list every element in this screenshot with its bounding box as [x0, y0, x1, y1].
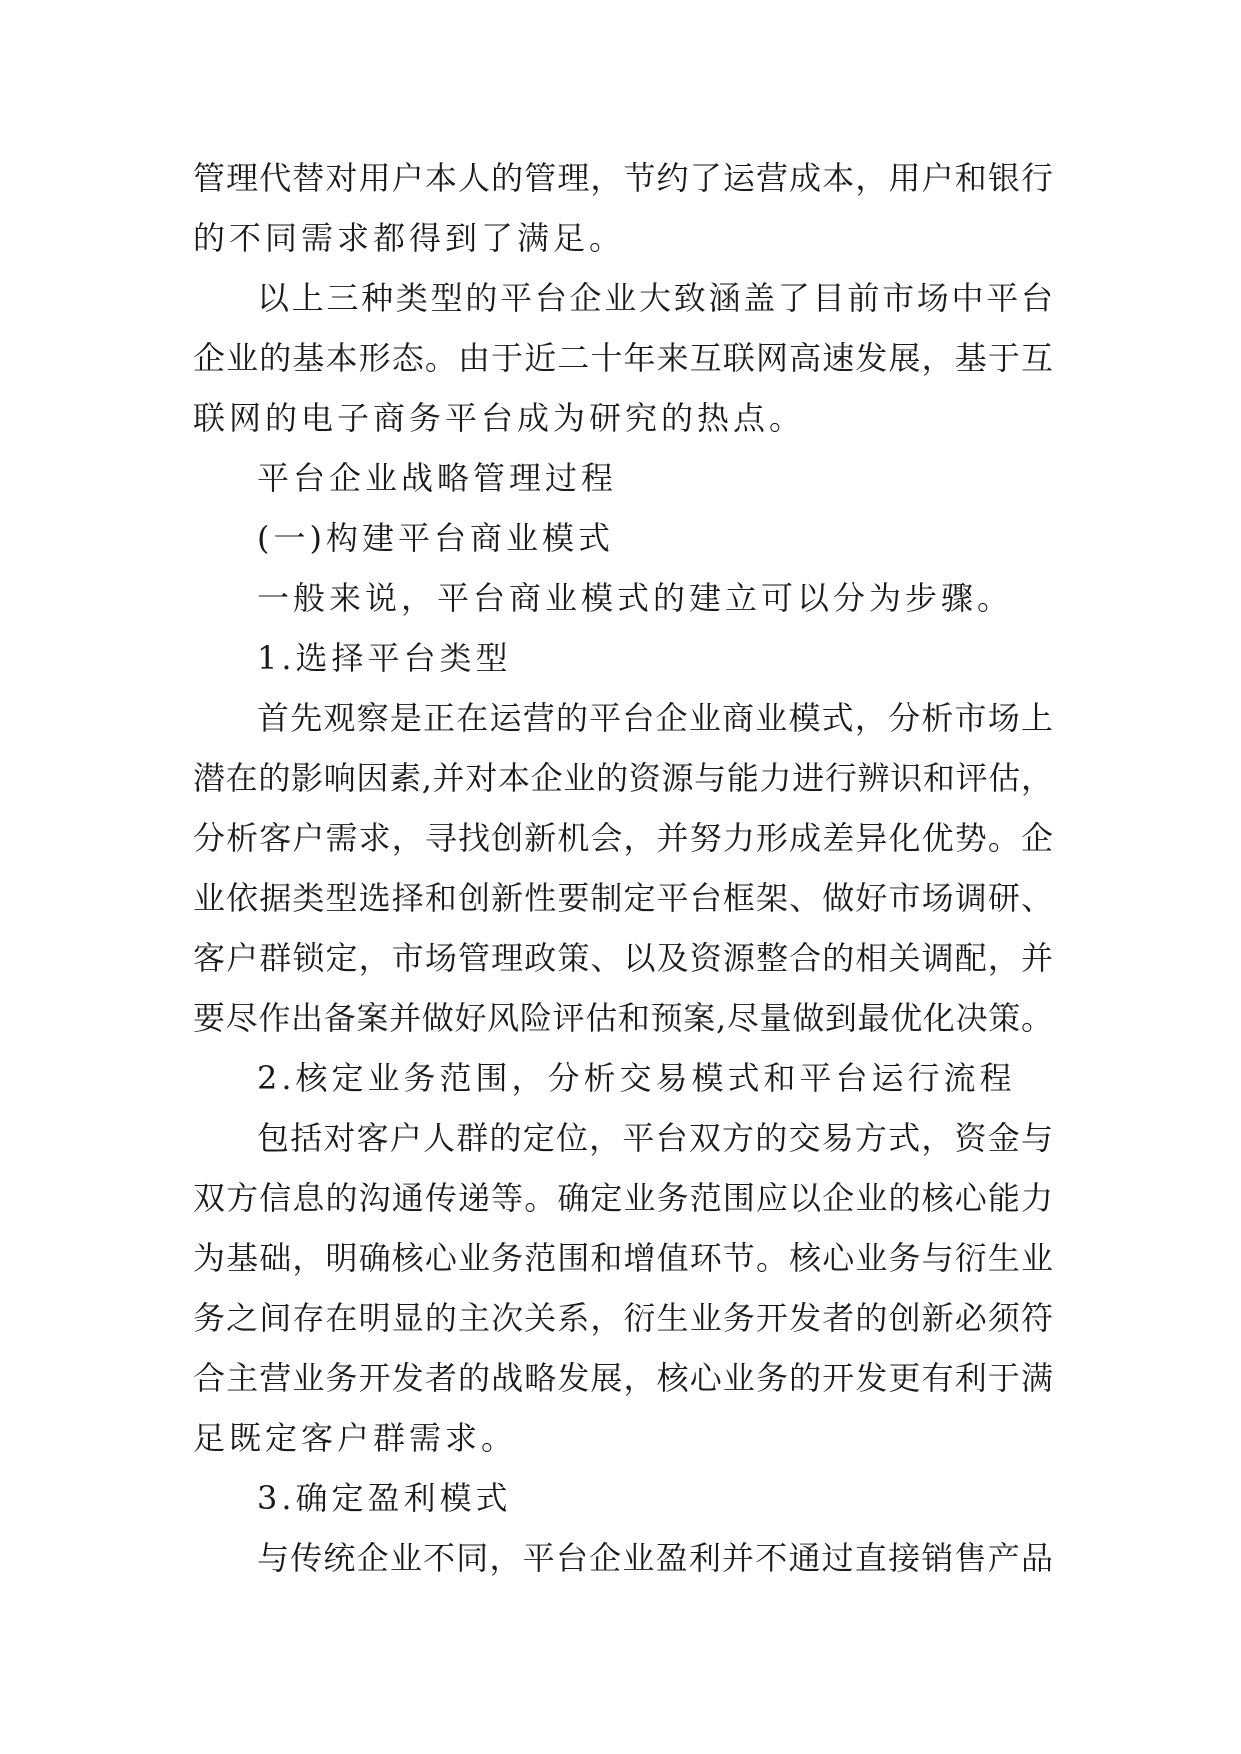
paragraph-line: 分析客户需求，寻找创新机会，并努力形成差异化优势。企 — [193, 819, 1053, 857]
paragraph-line: 合主营业务开发者的战略发展，核心业务的开发更有利于满 — [193, 1359, 1053, 1397]
paragraph-line: 首先观察是正在运营的平台企业商业模式，分析市场上 — [257, 699, 1053, 737]
paragraph-line: 联网的电子商务平台成为研究的热点。 — [193, 399, 806, 437]
paragraph-line: 双方信息的沟通传递等。确定业务范围应以企业的核心能力 — [193, 1179, 1053, 1217]
paragraph-line: 包括对客户人群的定位，平台双方的交易方式，资金与 — [257, 1119, 1053, 1157]
paragraph-line: 潜在的影响因素,并对本企业的资源与能力进行辨识和评估， — [193, 759, 1053, 797]
paragraph-line: 足既定客户群需求。 — [193, 1419, 518, 1457]
paragraph-line: 业依据类型选择和创新性要制定平台框架、做好市场调研、 — [193, 879, 1053, 917]
paragraph-line: 企业的基本形态。由于近二十年来互联网高速发展，基于互 — [193, 339, 1053, 377]
paragraph-line: 的不同需求都得到了满足。 — [193, 219, 626, 257]
paragraph-line: 一般来说，平台商业模式的建立可以分为步骤。 — [257, 579, 1014, 617]
paragraph-line: 以上三种类型的平台企业大致涵盖了目前市场中平台 — [257, 279, 1053, 317]
paragraph-line: 为基础，明确核心业务范围和增值环节。核心业务与衍生业 — [193, 1239, 1053, 1277]
section-heading: 平台企业战略管理过程 — [257, 459, 618, 497]
paragraph-line: 与传统企业不同，平台企业盈利并不通过直接销售产品 — [257, 1539, 1053, 1577]
paragraph-line: 务之间存在明显的主次关系，衍生业务开发者的创新必须符 — [193, 1299, 1053, 1337]
step-heading: 2.核定业务范围，分析交易模式和平台运行流程 — [257, 1059, 1016, 1097]
paragraph-line: 管理代替对用户本人的管理，节约了运营成本，用户和银行 — [193, 159, 1053, 197]
paragraph-line: 要尽作出备案并做好风险评估和预案,尽量做到最优化决策。 — [193, 999, 1053, 1037]
step-heading: 1.选择平台类型 — [257, 639, 512, 677]
subsection-heading: (一)构建平台商业模式 — [257, 519, 614, 557]
step-heading: 3.确定盈利模式 — [257, 1479, 512, 1517]
paragraph-line: 客户群锁定，市场管理政策、以及资源整合的相关调配，并 — [193, 939, 1053, 977]
